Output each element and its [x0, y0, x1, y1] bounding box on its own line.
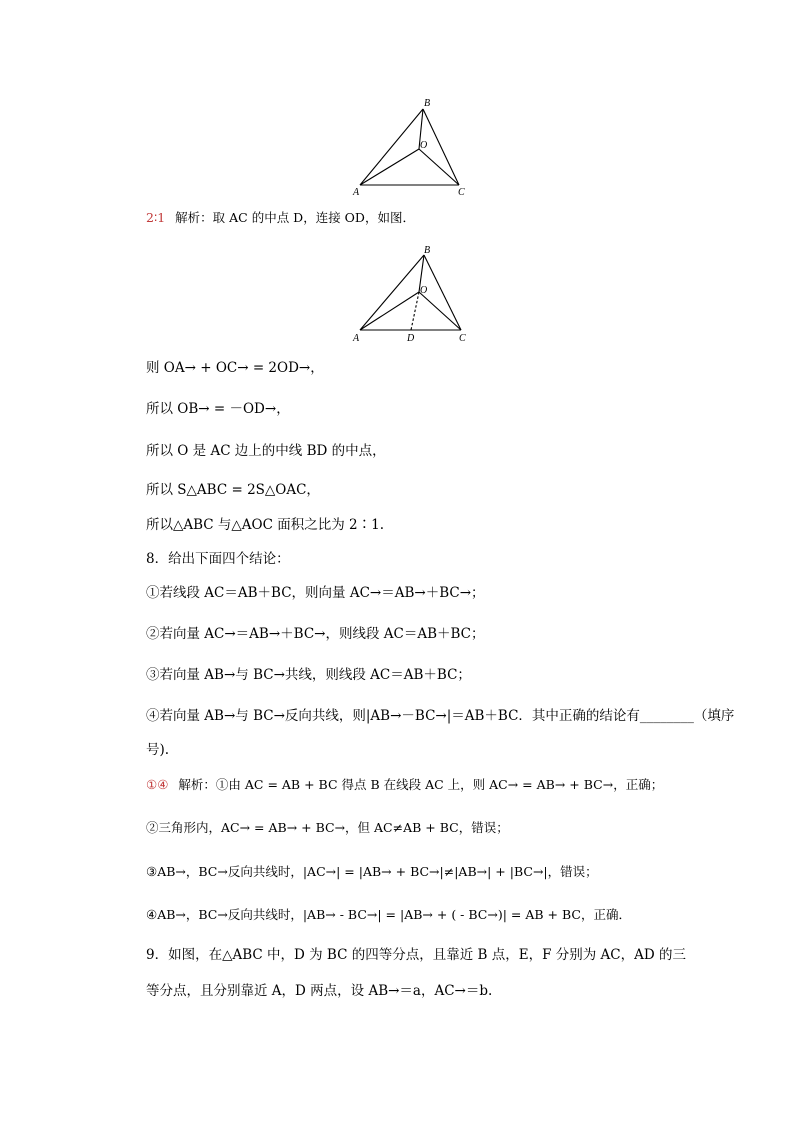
derivation-line: 所以△ABC 与△AOC 面积之比为 2∶1.: [146, 517, 385, 533]
answer-8-value: ①④: [146, 777, 169, 792]
segment-od-dashed: [411, 292, 419, 330]
derivation-line: 所以 O 是 AC 边上的中线 BD 的中点，: [146, 443, 386, 459]
segment-oc-2: [419, 292, 461, 330]
triangle-figure-1: [346, 96, 476, 198]
label-b: B: [424, 98, 431, 109]
answer-8-analysis: 解析：①由 AC = AB + BC 得点 B 在线段 AC 上，则 AC→ = AB→ + BC→，正确；: [178, 777, 664, 792]
label-c-2: C: [459, 333, 466, 344]
question-9-line: 9．如图，在△ABC 中，D 为 BC 的四等分点，且靠近 B 点，E，F 分别为 AC，AD 的三: [146, 947, 686, 963]
question-8-item: ②若向量 AC→＝AB→＋BC→，则线段 AC＝AB＋BC；: [146, 626, 485, 642]
question-8-item: 号).: [146, 742, 170, 758]
segment-oa-2: [360, 292, 419, 330]
answer-7-line: [146, 208, 415, 228]
derivation-line: 所以 OB→ = －OD→，: [146, 401, 290, 417]
segment-ab-2: [360, 255, 424, 330]
derivation-line: 所以 S△ABC = 2S△OAC，: [146, 482, 320, 498]
answer-8-line: [146, 775, 663, 795]
question-8-item: ③若向量 AB→与 BC→共线，则线段 AC＝AB＋BC；: [146, 667, 471, 683]
segment-bc-2: [424, 255, 461, 330]
label-d-2: D: [407, 333, 415, 344]
answer-7-method: 解析：取 AC 的中点 D，连接 OD，如图．: [175, 210, 415, 225]
segment-bc: [423, 109, 459, 185]
derivation-line: 则 OA→ + OC→ = 2OD→，: [146, 360, 324, 376]
answer-8-analysis-line: ④AB→，BC→反向共线时，|AB→ - BC→| = |AB→ + ( - BC→)| = AB + BC，正确．: [146, 907, 631, 922]
label-a: A: [353, 187, 360, 198]
segment-oa: [360, 149, 419, 185]
question-8-item: ④若向量 AB→与 BC→反向共线，则|AB→－BC→|＝AB＋BC．其中正确的结论有________（填序: [146, 708, 735, 724]
label-o: O: [420, 140, 428, 151]
label-c: C: [458, 187, 465, 198]
triangle-diagram-2: [346, 242, 476, 346]
question-8-item: ①若线段 AC＝AB＋BC，则向量 AC→＝AB→＋BC→；: [146, 585, 485, 601]
segment-oc: [419, 149, 459, 185]
triangle-figure-2: [346, 242, 476, 346]
question-8-stem: 8．给出下面四个结论：: [146, 551, 290, 567]
answer-8-analysis-line: ③AB→，BC→反向共线时，|AC→| = |AB→ + BC→|≠|AB→| + |BC→|，错误；: [146, 864, 598, 879]
question-9-line: 等分点，且分别靠近 A，D 两点，设 AB→＝a，AC→＝b.: [146, 983, 493, 999]
segment-ab: [360, 109, 423, 185]
label-b-2: B: [424, 245, 431, 256]
label-o-2: O: [420, 285, 428, 296]
triangle-diagram-1: [346, 96, 476, 198]
answer-8-analysis-line: ②三角形内，AC→ = AB→ + BC→，但 AC≠AB + BC，错误；: [146, 820, 509, 835]
label-a-2: A: [353, 333, 360, 344]
answer-7-value: 2∶1: [146, 210, 166, 225]
